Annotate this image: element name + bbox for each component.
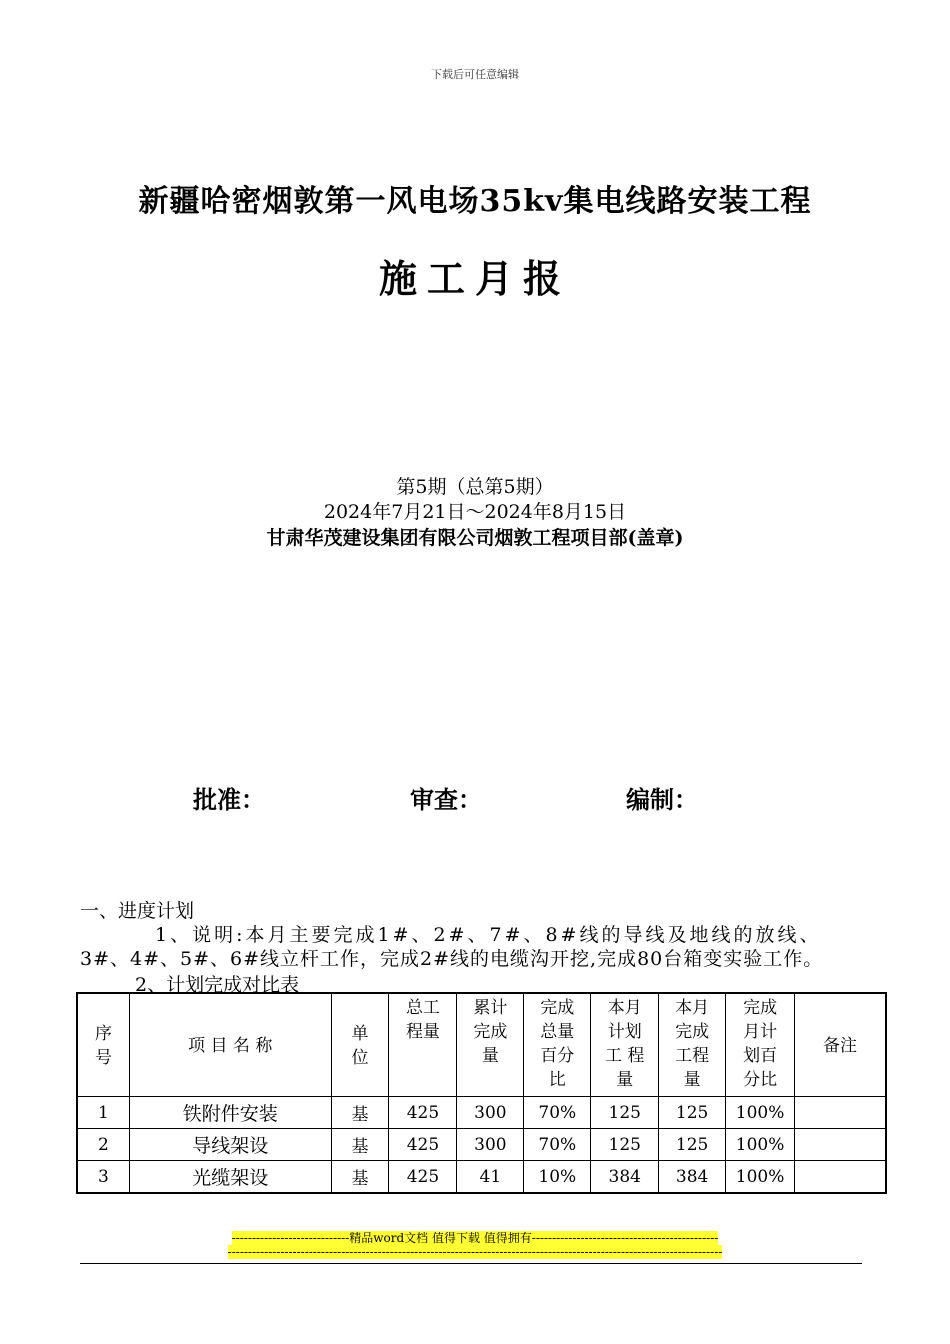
footer-banner-line-2 [0,1245,950,1259]
description-line-2: 3#、4#、5#、6#线立杆工作，完成2#线的电缆沟开挖,完成80台箱变实验工作。 [80,948,824,970]
document-subtitle: 施工月报 [378,256,571,301]
cell-pct-total: 70% [524,1097,591,1129]
report-date-range: 2024年7月21日～2024年8月15日 [323,501,627,523]
cell-remark [795,1129,886,1161]
cell-month-plan: 125 [591,1129,659,1161]
header-name: 项 目 名 称 [129,994,331,1097]
header-month-plan: 本月 计划 工 程 量 [591,994,659,1097]
cell-month-pct: 100% [726,1097,795,1129]
cell-month-done: 125 [659,1129,726,1161]
footer-text-2: -------------------------------------------------------------------------------------------------------------------------- [227,1245,723,1259]
document-title: 新疆哈密烟敦第一风电场35kv集电线路安装工程 [138,184,812,219]
cell-cumulative: 300 [457,1129,524,1161]
cell-total: 425 [389,1129,457,1161]
cell-total: 425 [389,1161,457,1193]
approve-label: 批准： [193,786,265,814]
bottom-divider [80,1263,862,1264]
header-month-pct: 完成 月计 划百 分比 [726,994,795,1097]
cell-name: 导线架设 [129,1129,331,1161]
cell-month-plan: 384 [591,1161,659,1193]
header-month-done: 本月 完成 工程 量 [659,994,726,1097]
compare-table-title: 2、计划完成对比表 [135,974,300,996]
footer-text-1: -----------------------------精品word文档 值得下载 值得拥有---------------------------------------------- [231,1231,719,1245]
header-pct-total: 完成 总量 百分 比 [524,994,591,1097]
table-row [78,1097,886,1129]
cell-total: 425 [389,1097,457,1129]
cell-seq: 2 [78,1129,130,1161]
review-label: 审查： [410,786,482,814]
plan-comparison-table [77,993,886,1193]
header-unit: 单 位 [331,994,389,1097]
cell-month-done: 384 [659,1161,726,1193]
report-period: 第5期（总第5期） [396,476,554,498]
cell-unit: 基 [331,1129,389,1161]
footer-banner-line-1 [0,1229,950,1246]
cell-seq: 3 [78,1161,130,1193]
prepare-label: 编制： [626,786,698,814]
cell-name: 光缆架设 [129,1161,331,1193]
cell-seq: 1 [78,1097,130,1129]
cell-unit: 基 [331,1097,389,1129]
cell-month-done: 125 [659,1097,726,1129]
section-title: 一、进度计划 [80,900,195,922]
cell-remark [795,1097,886,1129]
company-name: 甘肃华茂建设集团有限公司烟敦工程项目部(盖章) [266,527,684,549]
cell-month-plan: 125 [591,1097,659,1129]
header-seq: 序 号 [78,994,130,1097]
header-remark: 备注 [795,994,886,1097]
description-line-1: 1、说明:本月主要完成1#、2#、7#、8#线的导线及地线的放线、 [155,924,822,946]
cell-cumulative: 300 [457,1097,524,1129]
cell-unit: 基 [331,1161,389,1193]
header-cumulative: 累计 完成 量 [457,994,524,1097]
cell-cumulative: 41 [457,1161,524,1193]
cell-name: 铁附件安装 [129,1097,331,1129]
cell-month-pct: 100% [726,1161,795,1193]
cell-pct-total: 10% [524,1161,591,1193]
table-row [78,1161,886,1193]
table-row [78,1129,886,1161]
cell-remark [795,1161,886,1193]
header-note: 下载后可任意编辑 [431,68,519,81]
header-total: 总工 程量 [389,994,457,1097]
cell-pct-total: 70% [524,1129,591,1161]
cell-month-pct: 100% [726,1129,795,1161]
table-header-row [78,994,886,1097]
